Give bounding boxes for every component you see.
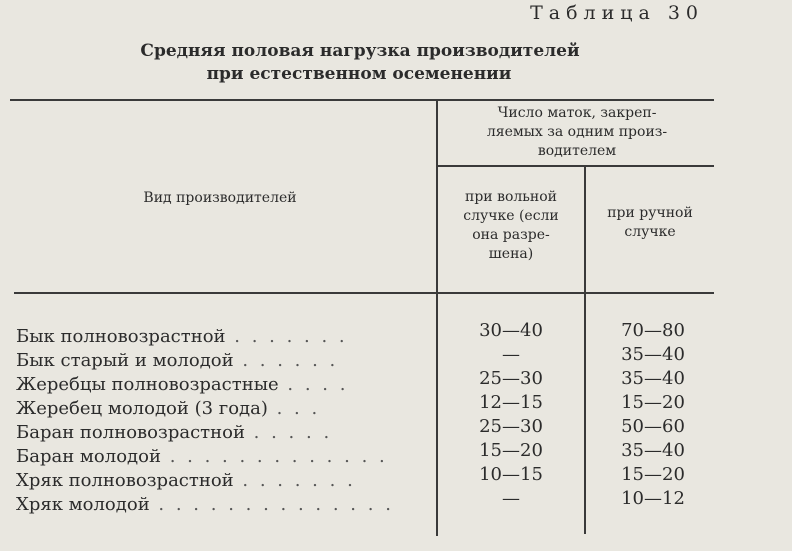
row-manual-value: 15—20 bbox=[621, 392, 685, 413]
row-manual-value: 50—60 bbox=[621, 416, 685, 437]
row-free-value: 15—20 bbox=[479, 440, 543, 461]
column-divider-left bbox=[436, 100, 438, 536]
row-label: Жеребец молодой (3 года) . . . bbox=[16, 398, 321, 419]
header-group-line: ляемых за одним произ- bbox=[486, 124, 668, 140]
header-free-line: при вольной bbox=[465, 189, 557, 205]
row-manual-value: 70—80 bbox=[621, 320, 685, 341]
row-manual-value: 35—40 bbox=[621, 368, 685, 389]
row-label: Жеребцы полновозрастные . . . . bbox=[16, 374, 349, 395]
header-group bbox=[440, 104, 714, 161]
group-header-rule bbox=[437, 165, 714, 167]
row-free-value: 25—30 bbox=[479, 368, 543, 389]
row-label: Баран молодой . . . . . . . . . . . . . bbox=[16, 446, 388, 467]
row-free-value: — bbox=[502, 488, 520, 509]
header-bottom-rule bbox=[14, 292, 714, 294]
row-label: Хряк молодой . . . . . . . . . . . . . . bbox=[16, 494, 394, 515]
header-group-line: Число маток, закреп- bbox=[497, 105, 657, 121]
row-manual-value: 15—20 bbox=[621, 464, 685, 485]
row-label: Баран полновозрастной . . . . . bbox=[16, 422, 333, 443]
header-group-line: водителем bbox=[537, 143, 617, 159]
header-free-line: она разре- bbox=[472, 227, 550, 243]
header-free-line: шена) bbox=[488, 246, 534, 262]
row-free-value: 30—40 bbox=[479, 320, 543, 341]
row-manual-value: 35—40 bbox=[621, 344, 685, 365]
header-manual-mating bbox=[586, 204, 714, 242]
row-manual-value: 35—40 bbox=[621, 440, 685, 461]
row-free-value: 25—30 bbox=[479, 416, 543, 437]
header-type: Вид производителей bbox=[143, 190, 297, 206]
header-free-line: случке (если bbox=[463, 208, 559, 224]
row-label: Бык старый и молодой . . . . . . bbox=[16, 350, 339, 371]
row-label: Бык полновозрастной . . . . . . . bbox=[16, 326, 348, 347]
title-line-2: при естественном осеменении bbox=[206, 64, 512, 84]
header-manual-line: случке bbox=[624, 224, 676, 240]
header-manual-line: при ручной bbox=[607, 205, 693, 221]
row-free-value: — bbox=[502, 344, 520, 365]
header-free-mating bbox=[438, 188, 584, 264]
table-label: Таблица 30 bbox=[530, 2, 704, 24]
top-rule bbox=[10, 99, 714, 101]
row-manual-value: 10—12 bbox=[621, 488, 685, 509]
row-free-value: 10—15 bbox=[479, 464, 543, 485]
row-label: Хряк полновозрастной . . . . . . . bbox=[16, 470, 356, 491]
table-title bbox=[0, 40, 792, 86]
title-line-1: Средняя половая нагрузка производителей bbox=[140, 41, 580, 61]
row-free-value: 12—15 bbox=[479, 392, 543, 413]
